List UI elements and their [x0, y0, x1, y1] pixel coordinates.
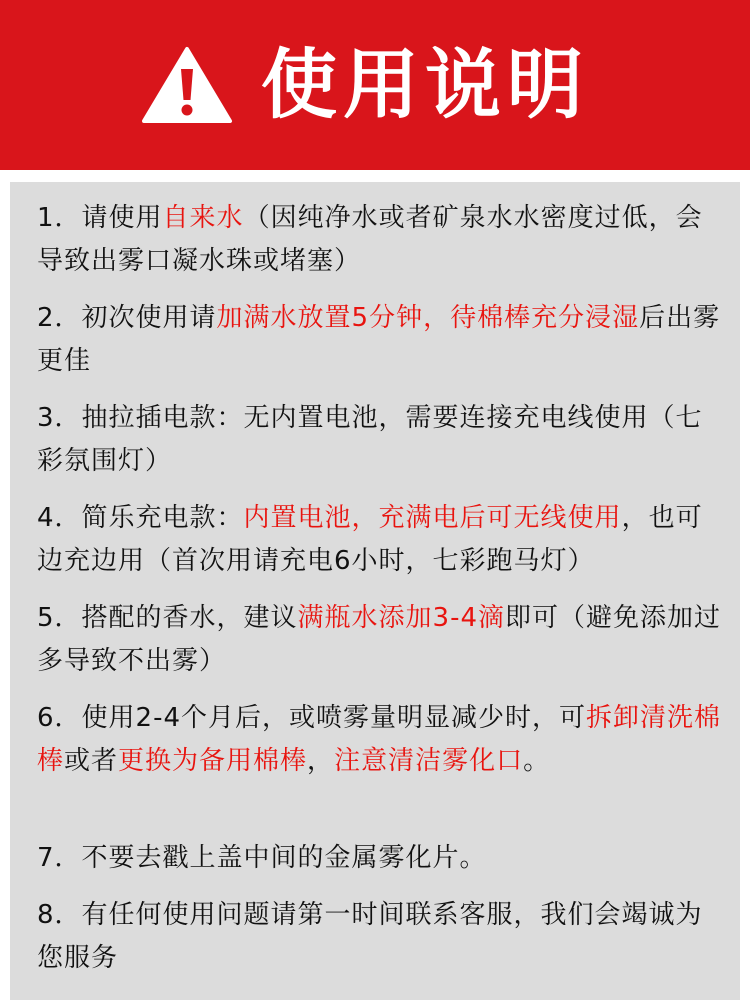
item-6-highlight-2: 更换为备用棉棒 — [118, 746, 308, 776]
instruction-item-7 — [37, 837, 727, 880]
instructions-panel — [10, 182, 740, 1000]
item-5-text-b: 即可（避免添加过多导致不出雾） — [37, 603, 722, 676]
item-3-text: 3．抽拉插电款：无内置电池，需要连接充电线使用（七彩氛围灯） — [37, 403, 703, 476]
item-1-text-a: 1．请使用 — [37, 203, 163, 233]
item-6-highlight-3: 注意清洁雾化口 — [334, 746, 524, 776]
item-4-text-b: ，也可边充边用（首次用请充电6小时，七彩跑马灯） — [37, 503, 703, 576]
instruction-item-8 — [37, 894, 727, 980]
instruction-item-3 — [37, 397, 727, 483]
item-2-highlight: 加满水放置5分钟，待棉棒充分浸湿 — [216, 303, 640, 333]
item-2-text-a: 2．初次使用请 — [37, 303, 217, 333]
item-4-highlight: 内置电池，充满电后可无线使用 — [243, 503, 622, 533]
header-banner — [0, 0, 750, 170]
item-6-text-c: ， — [307, 746, 335, 776]
item-5-highlight: 满瓶水添加3-4滴 — [297, 603, 506, 633]
item-6-text-d: 。 — [523, 746, 551, 776]
item-2-text-b: 后出雾更佳 — [37, 303, 721, 376]
item-8-text: 8．有任何使用问题请第一时间联系客服，我们会竭诚为您服务 — [37, 900, 703, 973]
item-6-highlight-1: 拆卸清洗棉棒 — [37, 703, 722, 776]
item-1-highlight: 自来水 — [162, 203, 244, 233]
item-5-text-a: 5．搭配的香水，建议 — [37, 603, 298, 633]
instruction-item-2 — [37, 297, 727, 383]
instruction-item-5 — [37, 597, 727, 683]
instruction-item-1 — [37, 197, 727, 283]
header-inner — [141, 40, 589, 129]
instruction-item-4 — [37, 497, 727, 583]
item-4-text-a: 4．简乐充电款： — [37, 503, 244, 533]
item-6-text-b: 或者 — [64, 746, 119, 776]
warning-triangle-icon — [141, 45, 233, 125]
page-title: 使用说明 — [261, 40, 589, 129]
instruction-item-6 — [37, 697, 727, 783]
item-1-text-b: （因纯净水或者矿泉水水密度过低，会导致出雾口凝水珠或堵塞） — [37, 203, 703, 276]
item-6-text-a: 6．使用2-4个月后，或喷雾量明显减少时，可 — [37, 703, 587, 733]
item-7-text: 7．不要去戳上盖中间的金属雾化片。 — [37, 843, 487, 873]
